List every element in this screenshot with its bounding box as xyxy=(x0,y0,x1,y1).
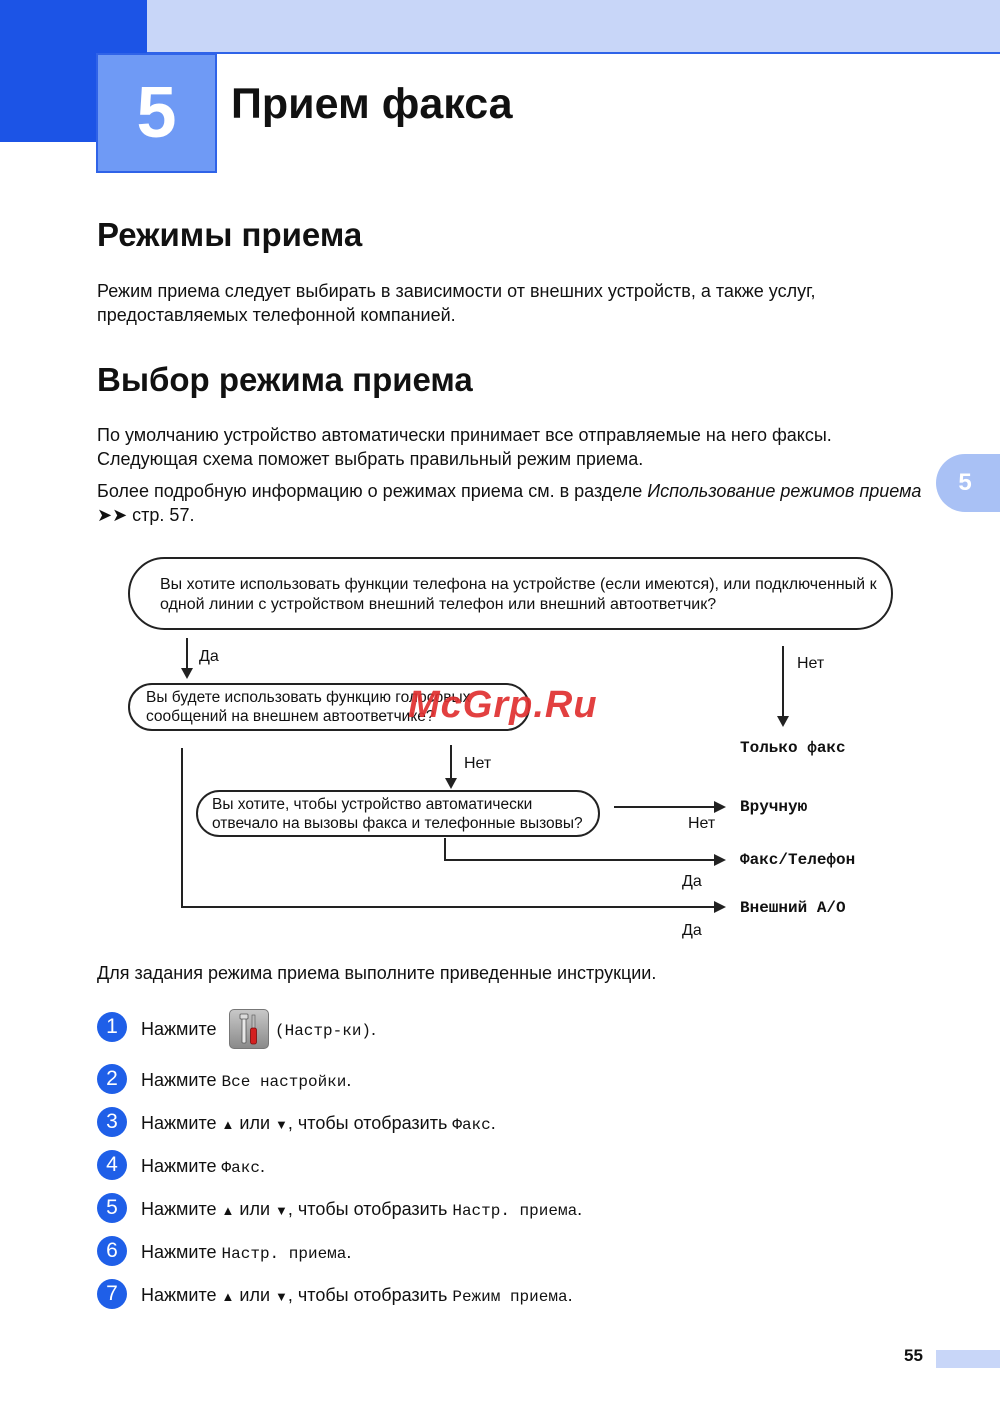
up-arrow-icon: ▲ xyxy=(221,1203,235,1218)
flowchart-label-q2-no: Нет xyxy=(464,755,492,772)
flowchart-line xyxy=(186,638,188,670)
flowchart-label-q1-yes: Да xyxy=(199,648,219,665)
step-4-text xyxy=(141,1153,265,1181)
mode-external-tad: Внешний А/О xyxy=(740,899,846,917)
mode-fax-only: Только факс xyxy=(740,739,846,757)
step-menu-item: Настр. приема xyxy=(221,1245,347,1263)
flowchart-line xyxy=(181,748,183,908)
step-number: 2 xyxy=(97,1064,127,1094)
down-arrow-icon: ▼ xyxy=(275,1289,288,1304)
step-punct: . xyxy=(346,1242,352,1262)
arrow-down-icon xyxy=(445,778,457,789)
step-text-or: или xyxy=(234,1113,276,1133)
step-menu-item: Факс xyxy=(221,1159,260,1177)
flowchart-question-1-text: Вы хотите использовать функции телефона на устройстве (если имеются), или подключенный к одной линии с устройством внешний телефон или внешний автоответчик? xyxy=(160,576,877,613)
chapter-number: 5 xyxy=(136,73,177,153)
up-arrow-icon: ▲ xyxy=(221,1289,235,1304)
watermark: McGrp.Ru xyxy=(408,684,598,726)
step-3-text xyxy=(141,1110,496,1138)
screwdriver-wrench-icon xyxy=(230,1010,268,1048)
arrow-down-icon xyxy=(181,668,193,679)
step-1-suffix xyxy=(275,1016,376,1044)
step-text-display: , чтобы отобразить xyxy=(287,1113,453,1133)
flowchart-line xyxy=(782,646,784,718)
reference-link[interactable]: Использование режимов приема xyxy=(647,481,922,501)
arrow-right-icon xyxy=(714,801,726,813)
chapter-title: Прием факса xyxy=(231,80,513,128)
side-chapter-tab-number: 5 xyxy=(958,469,972,496)
step-text-prefix: Нажмите xyxy=(141,1070,222,1090)
section-paragraph-reference xyxy=(97,479,927,527)
flowchart-line xyxy=(444,838,446,860)
step-menu-item: Все настройки xyxy=(221,1073,347,1091)
down-arrow-icon: ▼ xyxy=(275,1117,288,1132)
step-punct: . xyxy=(346,1070,352,1090)
step-text-or: или xyxy=(234,1199,276,1219)
step-number: 3 xyxy=(97,1107,127,1137)
arrow-down-icon xyxy=(777,716,789,727)
step-text-display: , чтобы отобразить xyxy=(287,1199,453,1219)
step-text-prefix: Нажмите xyxy=(141,1156,222,1176)
section-heading-receive-modes: Режимы приема xyxy=(97,216,363,253)
step-text-prefix: Нажмите xyxy=(141,1113,222,1133)
step-text-prefix: Нажмите xyxy=(141,1285,222,1305)
step-5-text xyxy=(141,1196,582,1224)
step-number: 4 xyxy=(97,1150,127,1180)
step-menu-item: Режим приема xyxy=(452,1288,568,1306)
step-text-prefix: Нажмите xyxy=(141,1242,222,1262)
step-menu-item: Факс xyxy=(452,1116,491,1134)
mode-manual: Вручную xyxy=(740,798,808,816)
step-punct: . xyxy=(371,1019,377,1039)
step-text-prefix: Нажмите xyxy=(141,1019,217,1039)
step-punct: . xyxy=(259,1156,265,1176)
step-7-text xyxy=(141,1282,573,1310)
flowchart-question-3-text: Вы хотите, чтобы устройство автоматически отвечало на вызовы факса и телефонные вызовы? xyxy=(212,796,583,832)
section-paragraph-default: По умолчанию устройство автоматически принимает все отправляемые на него факсы. Следующая схема поможет выбрать правильный режим приема. xyxy=(97,425,832,469)
flowchart-question-3 xyxy=(196,790,600,837)
step-punct: . xyxy=(490,1113,496,1133)
tools-icon[interactable] xyxy=(229,1009,269,1049)
step-punct: . xyxy=(567,1285,573,1305)
up-arrow-icon: ▲ xyxy=(221,1117,235,1132)
flowchart-label-q1-no: Нет xyxy=(797,655,825,672)
step-number: 6 xyxy=(97,1236,127,1266)
step-2-text xyxy=(141,1067,351,1095)
step-number: 7 xyxy=(97,1279,127,1309)
step-1-text xyxy=(141,1016,217,1042)
flowchart-line xyxy=(614,806,714,808)
step-text-or: или xyxy=(234,1285,276,1305)
flowchart-label-q3-no: Нет xyxy=(688,815,716,832)
arrow-right-icon xyxy=(714,901,726,913)
down-arrow-icon: ▼ xyxy=(275,1203,288,1218)
step-number: 1 xyxy=(97,1012,127,1042)
footer-band xyxy=(936,1350,1000,1368)
step-punct: . xyxy=(577,1199,583,1219)
flowchart-line xyxy=(450,745,452,780)
flowchart-line xyxy=(181,906,714,908)
flowchart-label-q3-yes: Да xyxy=(682,873,702,890)
flowchart-question-2-text: Вы будете использовать функцию голосовых сообщений на внешнем автоответчике? xyxy=(146,689,471,725)
section-heading-choose-mode: Выбор режима приема xyxy=(97,361,473,398)
header-band xyxy=(147,0,1000,54)
flowchart-label-q2-yes: Да xyxy=(682,922,702,939)
page-number: 55 xyxy=(904,1346,923,1365)
step-menu-item: (Настр-ки) xyxy=(275,1022,372,1040)
flowchart-question-1 xyxy=(128,557,893,630)
step-6-text xyxy=(141,1239,351,1267)
reference-suffix: стр. 57. xyxy=(127,505,195,525)
instructions-intro: Для задания режима приема выполните приведенные инструкции. xyxy=(97,963,657,983)
step-text-prefix: Нажмите xyxy=(141,1199,222,1219)
reference-prefix: Более подробную информацию о режимах приема см. в разделе xyxy=(97,481,648,501)
section-body-receive-modes: Режим приема следует выбирать в зависимости от внешних устройств, а также услуг, предоставляемых телефонной компанией. xyxy=(97,281,816,325)
double-arrow-icon: ➤➤ xyxy=(97,505,128,525)
step-menu-item: Настр. приема xyxy=(452,1202,578,1220)
flowchart-line xyxy=(444,859,714,861)
step-number: 5 xyxy=(97,1193,127,1223)
step-text-display: , чтобы отобразить xyxy=(287,1285,453,1305)
mode-fax-tel: Факс/Телефон xyxy=(740,851,856,869)
arrow-right-icon xyxy=(714,854,726,866)
